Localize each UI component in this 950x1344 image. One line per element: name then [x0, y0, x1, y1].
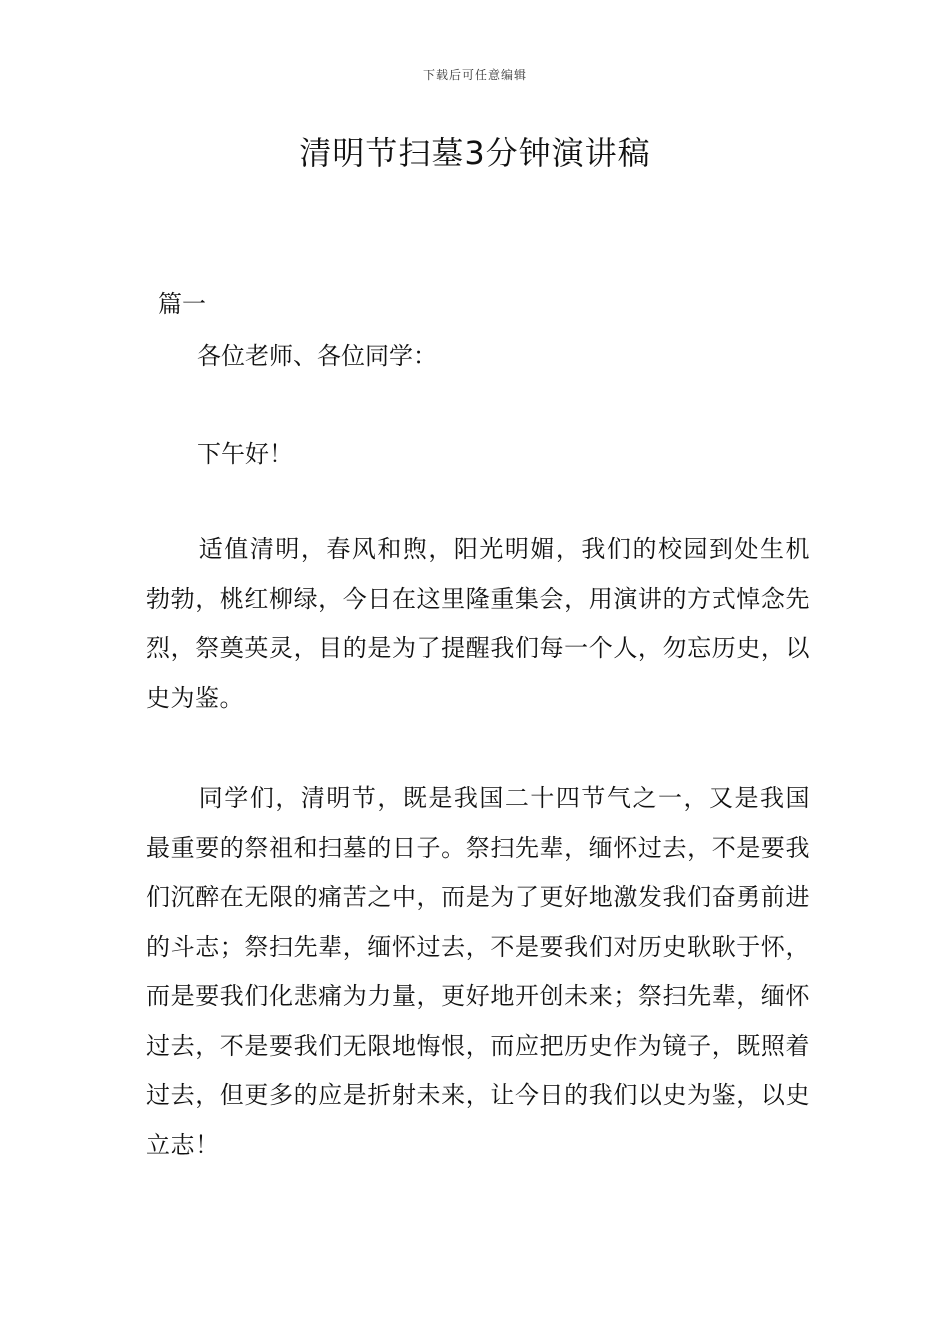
paragraph-2: 同学们，清明节，既是我国二十四节气之一，又是我国最重要的祭祖和扫墓的日子。祭扫先辈，缅怀过去，不是要我们沉醉在无限的痛苦之中，而是为了更好地激发我们奋勇前进的斗志；祭扫先辈，缅怀过去，不是要我们对历史耿耿于怀，而是要我们化悲痛为力量，更好地开创未来；祭扫先辈，缅怀过去，不是要我们无限地悔恨，而应把历史作为镜子，既照着过去，但更多的应是折射未来，让今日的我们以史为鉴，以史立志！ — [146, 784, 810, 1159]
paragraph-1: 适值清明，春风和煦，阳光明媚，我们的校园到处生机勃勃，桃红柳绿，今日在这里隆重集会，用演讲的方式悼念先烈，祭奠英灵，目的是为了提醒我们每一个人，勿忘历史，以史为鉴。 — [146, 535, 810, 712]
greeting: 下午好！ — [197, 440, 293, 468]
document-title: 清明节扫墓3分钟演讲稿 — [299, 134, 651, 172]
salutation: 各位老师、各位同学： — [197, 342, 437, 370]
section-label: 篇一 — [158, 290, 206, 318]
header-note: 下载后可任意编辑 — [422, 68, 527, 82]
